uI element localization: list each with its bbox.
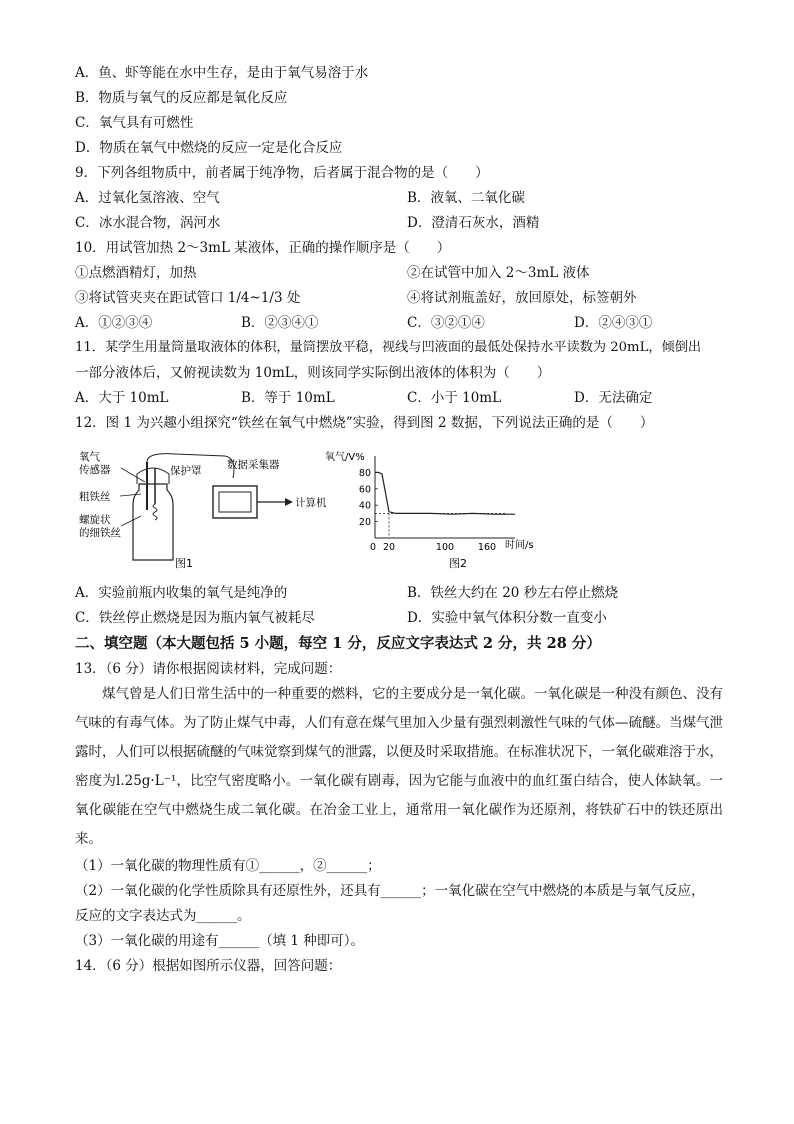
q9-option-d: D．澄清石灰水，酒精 [407, 215, 540, 231]
q8-option-d: D．物质在氧气中燃烧的反应一定是化合反应 [75, 140, 343, 156]
q11-option-d: D．无法确定 [574, 390, 653, 406]
spiral-iron-wire [153, 504, 157, 520]
x-tick-label: 160 [477, 542, 497, 553]
label-thick-wire: 粗铁丝 [79, 491, 111, 503]
label-oxygen-sensor-1: 氧气 [79, 451, 100, 463]
q11-option-c: C．小于 10mL [407, 390, 502, 406]
chart-xlabel: 时间/s [505, 540, 534, 551]
label-spiral-1: 螺旋状 [79, 514, 111, 526]
oxygen-series-line [375, 472, 515, 514]
q10-stem: 10．用试管加热 2～3mL 某液体，正确的操作顺序是（ ） [75, 240, 451, 256]
x-tick-label: 20 [382, 542, 396, 553]
protective-cover [137, 468, 169, 484]
q11-option-b: B．等于 10mL [241, 390, 335, 406]
q10-option-a: A．①②③④ [75, 315, 153, 331]
q13-passage: 煤气曾是人们日常生活中的一种重要的燃料，它的主要成分是一氧化碳。一氧化碳是一种没有颜色、没有气味的有毒气体。为了防止煤气中毒，人们有意在煤气里加入少量有强烈刺激性气味的气体—硫醚。当煤气泄露时，人们可以根据硫醚的气味觉察到煤气的泄露，以便及时采取措施。在标准状况下，一氧化碳难溶于水，密度为l.25g·L⁻¹，比空气密度略小。一氧化碳有剧毒，因为它能与血液中的血红蛋白结合，使人体缺氧。一氧化碳能在空气中燃烧生成二氧化碳。在冶金工业上，通常用一氧化碳作为还原剂，将铁矿石中的铁还原出来。 [75, 686, 723, 847]
q12-option-c: C．铁丝停止燃烧是因为瓶内氧气被耗尽 [75, 610, 315, 626]
data-collector-screen [219, 492, 251, 512]
label-spiral-2: 的细铁丝 [79, 527, 121, 539]
y-tick-label: 40 [358, 500, 371, 512]
label-protector: 保护罩 [170, 465, 202, 477]
q13-sub3: （3）一氧化碳的用途有______（填 1 种即可）。 [75, 933, 365, 949]
y-tick-label: 20 [358, 517, 371, 529]
q12-figures [75, 448, 534, 570]
y-tick-label: 60 [358, 484, 371, 496]
section2-heading: 二、填空题（本大题包括 5 小题，每空 1 分，反应文字表达式 2 分，共 28 分） [75, 635, 601, 652]
y-tick-label: 80 [358, 467, 371, 479]
q8-option-c: C．氧气具有可燃性 [75, 115, 194, 131]
q13-sub2-line1: （2）一氧化碳的化学性质除具有还原性外，还具有______；一氧化碳在空气中燃烧的本质是与氧气反应， [75, 883, 705, 899]
q8-option-b: B．物质与氧气的反应都是氧化反应 [75, 90, 288, 106]
q13-sub2-line2: 反应的文字表达式为______。 [75, 908, 251, 924]
q10-step-3: ③将试管夹夹在距试管口 1/4~1/3 处 [75, 290, 301, 306]
data-collector-box [213, 486, 257, 518]
figure1-apparatus [79, 450, 327, 570]
q8-option-a: A．鱼、虾等能在水中生存，是由于氧气易溶于水 [75, 65, 369, 81]
q13-sub1: （1）一氧化碳的物理性质有①______，②______； [75, 858, 381, 874]
gas-bottle [133, 484, 173, 560]
q9-option-c: C．冰水混合物，涡河水 [75, 215, 221, 231]
arrow-head [285, 498, 293, 506]
label-data-collector: 数据采集器 [227, 459, 280, 471]
q10-option-b: B．②③④① [241, 315, 319, 331]
figure2-chart [325, 450, 534, 570]
q10-option-d: D．②④③① [574, 315, 653, 331]
label-computer: 计算机 [295, 497, 327, 509]
q10-option-c: C．③②①④ [407, 315, 485, 331]
chart-ylabel: 氧气/V% [325, 452, 365, 463]
q13-stem: 13．（6 分）请你根据阅读材料，完成问题： [75, 661, 342, 677]
figure1-caption: 图1 [175, 557, 193, 570]
q11-stem-line1: 11．某学生用量筒量取液体的体积，量筒摆放平稳，视线与凹液面的最低处保持水平读数为 20mL，倾倒出 [75, 340, 702, 355]
q10-step-4: ④将试剂瓶盖好，放回原处，标签朝外 [407, 290, 637, 306]
q10-step-2: ②在试管中加入 2～3mL 液体 [407, 265, 590, 281]
q11-stem-line2: 一部分液体后，又俯视读数为 10mL，则该同学实际倒出液体的体积为（ ） [75, 365, 551, 381]
q12-stem: 12．图 1 为兴趣小组探究“铁丝在氧气中燃烧”实验，得到图 2 数据，下列说法正确的是（ ） [75, 415, 654, 431]
q12-option-d: D．实验中氧气体积分数一直变小 [407, 610, 607, 626]
spiral-leader-line [121, 516, 141, 526]
x-tick-label: 0 [369, 542, 377, 553]
chart-ticks [359, 468, 496, 553]
q12-option-a: A．实验前瓶内收集的氧气是纯净的 [75, 585, 288, 601]
sensor-leader-line [121, 468, 145, 482]
q9-stem: 9．下列各组物质中，前者属于纯净物，后者属于混合物的是（ ） [75, 165, 489, 181]
q10-step-1: ①点燃酒精灯，加热 [75, 265, 197, 281]
x-tick-label: 100 [435, 542, 455, 553]
thick-wire-leader-line [120, 494, 141, 496]
q14-stem: 14．（6 分）根据如图所示仪器，回答问题： [75, 958, 342, 974]
label-oxygen-sensor-2: 传感器 [79, 464, 111, 476]
figure2-caption: 图2 [449, 557, 467, 570]
q12-option-b: B．铁丝大约在 20 秒左右停止燃烧 [407, 585, 619, 601]
q11-option-a: A．大于 10mL [75, 390, 169, 406]
q9-option-b: B．液氧、二氧化碳 [407, 190, 525, 206]
q9-option-a: A．过氧化氢溶液、空气 [75, 190, 220, 206]
